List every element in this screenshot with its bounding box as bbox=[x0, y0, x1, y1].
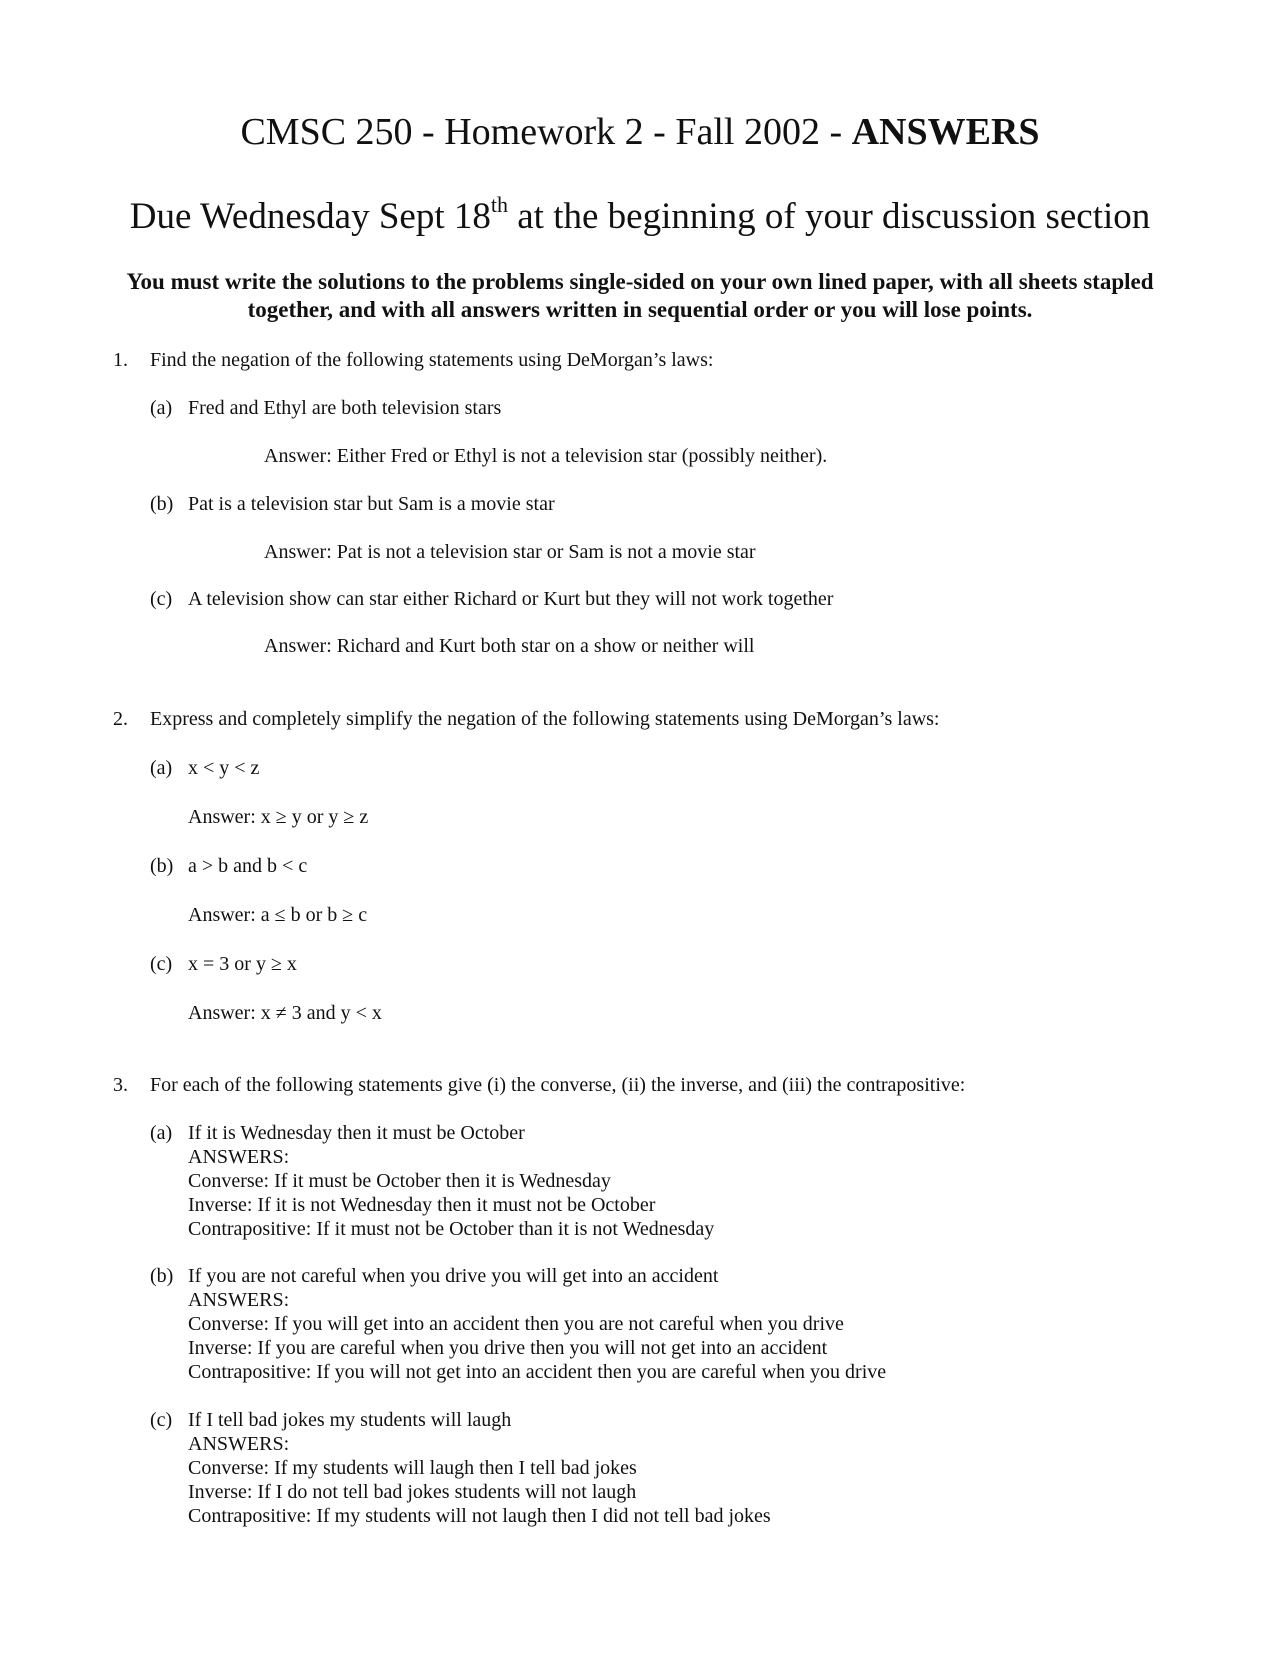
q1-part-b-answer: Answer: Pat is not a television star or Sam is not a movie star bbox=[264, 541, 756, 563]
q2-part-b-label: (b) bbox=[150, 855, 174, 877]
q3-part-a-inverse: Inverse: If it is not Wednesday then it must not be October bbox=[188, 1194, 656, 1216]
q3-part-c-converse: Converse: If my students will laugh then I tell bad jokes bbox=[188, 1457, 637, 1479]
q3-part-b-converse: Converse: If you will get into an accident then you are not careful when you drive bbox=[188, 1313, 844, 1335]
q2-part-c-label: (c) bbox=[150, 953, 173, 975]
q2-part-a-answer: Answer: x ≥ y or y ≥ z bbox=[188, 806, 369, 828]
q1-part-b-text: Pat is a television star but Sam is a movie star bbox=[188, 493, 555, 515]
instructions: You must write the solutions to the problems single-sided on your own lined paper, with all sheets stapled together, and with all answers written in sequential order or you will lose points. bbox=[126, 269, 1154, 322]
q1-part-c-answer: Answer: Richard and Kurt both star on a show or neither will bbox=[264, 635, 755, 657]
due-superscript: th bbox=[490, 192, 508, 217]
q3-part-a-label: (a) bbox=[150, 1122, 173, 1144]
q3-part-a-contrapositive: Contrapositive: If it must not be October than it is not Wednesday bbox=[188, 1218, 715, 1240]
q3-part-b-label: (b) bbox=[150, 1265, 174, 1287]
q1-part-c-label: (c) bbox=[150, 588, 173, 610]
q3-part-c-block bbox=[188, 1408, 771, 1528]
q1-part-c-text: A television show can star either Richard or Kurt but they will not work together bbox=[188, 588, 834, 610]
q3-part-b-block bbox=[188, 1264, 886, 1384]
question-3-text: For each of the following statements give (i) the converse, (ii) the inverse, and (iii) the contrapositive: bbox=[150, 1074, 966, 1096]
page-title bbox=[0, 108, 1280, 156]
q2-part-c-text: x = 3 or y ≥ x bbox=[188, 953, 297, 975]
q3-part-b-text: If you are not careful when you drive you will get into an accident bbox=[188, 1265, 719, 1287]
q1-part-a-label: (a) bbox=[150, 397, 173, 419]
question-2-text: Express and completely simplify the negation of the following statements using DeMorgan’s laws: bbox=[150, 708, 940, 730]
question-3-number: 3. bbox=[113, 1074, 128, 1096]
due-prefix: Due Wednesday Sept 18 bbox=[129, 196, 491, 237]
q3-part-c-inverse: Inverse: If I do not tell bad jokes students will not laugh bbox=[188, 1481, 637, 1503]
q1-part-b-label: (b) bbox=[150, 493, 174, 515]
q2-part-b-text: a > b and b < c bbox=[188, 855, 308, 877]
q3-part-c-label: (c) bbox=[150, 1409, 173, 1431]
question-2-number: 2. bbox=[113, 708, 128, 730]
q1-part-a-text: Fred and Ethyl are both television stars bbox=[188, 397, 502, 419]
q2-part-a-label: (a) bbox=[150, 757, 173, 779]
q3-part-b-inverse: Inverse: If you are careful when you drive then you will not get into an accident bbox=[188, 1337, 828, 1359]
due-date bbox=[0, 193, 1280, 241]
q3-part-b-answers-label: ANSWERS: bbox=[188, 1289, 290, 1311]
q3-part-a-answers-label: ANSWERS: bbox=[188, 1146, 290, 1168]
due-suffix: at the beginning of your discussion section bbox=[508, 196, 1151, 237]
q3-part-c-text: If I tell bad jokes my students will laugh bbox=[188, 1409, 512, 1431]
q2-part-c-answer: Answer: x ≠ 3 and y < x bbox=[188, 1002, 382, 1024]
title-prefix: CMSC 250 - Homework 2 - Fall 2002 - bbox=[240, 111, 852, 153]
q3-part-c-contrapositive: Contrapositive: If my students will not laugh then I did not tell bad jokes bbox=[188, 1505, 771, 1527]
title-answers: ANSWERS bbox=[851, 111, 1040, 153]
q2-part-a-text: x < y < z bbox=[188, 757, 260, 779]
q2-part-b-answer: Answer: a ≤ b or b ≥ c bbox=[188, 904, 368, 926]
q3-part-c-answers-label: ANSWERS: bbox=[188, 1433, 290, 1455]
q3-part-a-block bbox=[188, 1121, 714, 1241]
q3-part-a-converse: Converse: If it must be October then it is Wednesday bbox=[188, 1170, 611, 1192]
q3-part-a-text: If it is Wednesday then it must be October bbox=[188, 1122, 525, 1144]
question-number: 1. bbox=[113, 349, 128, 371]
q3-part-b-contrapositive: Contrapositive: If you will not get into an accident then you are careful when you drive bbox=[188, 1361, 887, 1383]
question-1-text: Find the negation of the following statements using DeMorgan’s laws: bbox=[150, 349, 714, 371]
q1-part-a-answer: Answer: Either Fred or Ethyl is not a television star (possibly neither). bbox=[264, 445, 828, 467]
